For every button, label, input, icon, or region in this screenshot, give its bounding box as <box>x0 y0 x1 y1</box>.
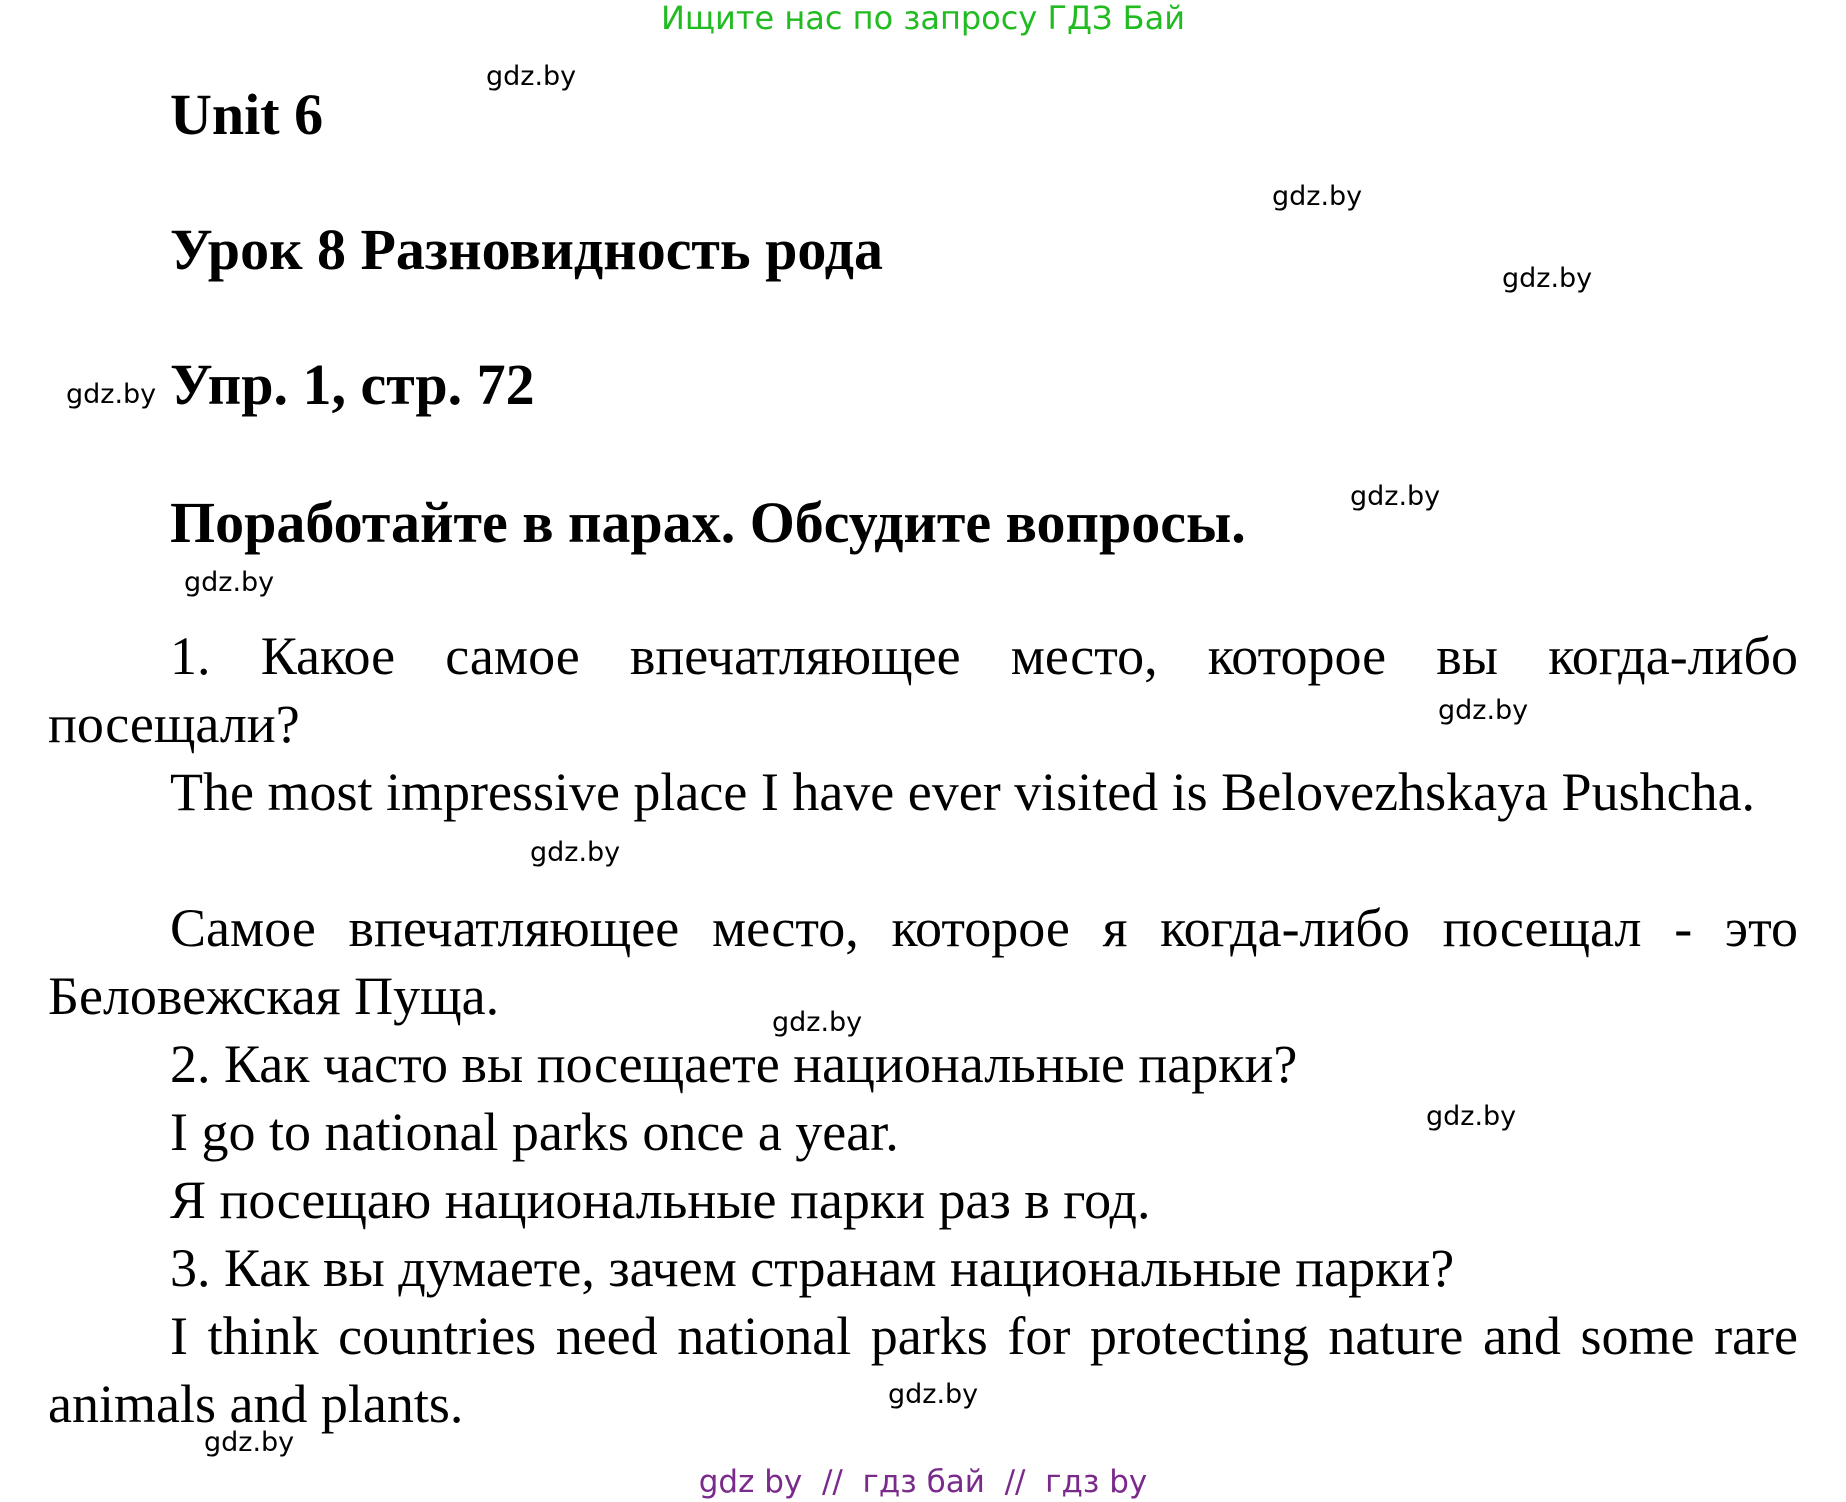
answer-1-russian: Самое впечатляющее место, которое я когда-либо посещал - это Беловежская Пуща. <box>48 898 1798 1026</box>
answer-2-english: I go to national parks once a year. <box>170 1102 899 1162</box>
watermark: gdz.by <box>530 837 621 868</box>
watermark: gdz.by <box>888 1379 979 1410</box>
question-3: 3. Как вы думаете, зачем странам национальные парки? <box>170 1238 1455 1298</box>
watermark: gdz.by <box>1350 481 1441 512</box>
answer-3-english: I think countries need national parks for protecting nature and some rare animals and plants. <box>48 1306 1798 1434</box>
footer-watermark: gdz by // гдз бай // гдз by <box>698 1464 1148 1500</box>
watermark: gdz.by <box>204 1427 295 1458</box>
instruction: Поработайте в парах. Обсудите вопросы. <box>170 490 1246 555</box>
unit-title: Unit 6 <box>170 82 324 147</box>
question-1: 1. Какое самое впечатляющее место, которое вы когда-либо посещали? <box>48 626 1798 754</box>
watermark: gdz.by <box>1426 1101 1517 1132</box>
watermark: gdz.by <box>772 1007 863 1038</box>
answer-2-russian: Я посещаю национальные парки раз в год. <box>170 1170 1151 1230</box>
search-banner: Ищите нас по запросу ГДЗ Бай <box>660 0 1186 37</box>
watermark: gdz.by <box>1438 695 1529 726</box>
watermark: gdz.by <box>1502 263 1593 294</box>
question-2: 2. Как часто вы посещаете национальные парки? <box>170 1034 1298 1094</box>
lesson-title: Урок 8 Разновидность рода <box>170 217 884 282</box>
answer-1-english: The most impressive place I have ever visited is Belovezhskaya Pushcha. <box>170 762 1756 822</box>
watermark: gdz.by <box>184 567 275 598</box>
watermark: gdz.by <box>486 61 577 92</box>
exercise-title: Упр. 1, стр. 72 <box>170 352 535 417</box>
watermark: gdz.by <box>1272 181 1363 212</box>
watermark: gdz.by <box>66 379 157 410</box>
